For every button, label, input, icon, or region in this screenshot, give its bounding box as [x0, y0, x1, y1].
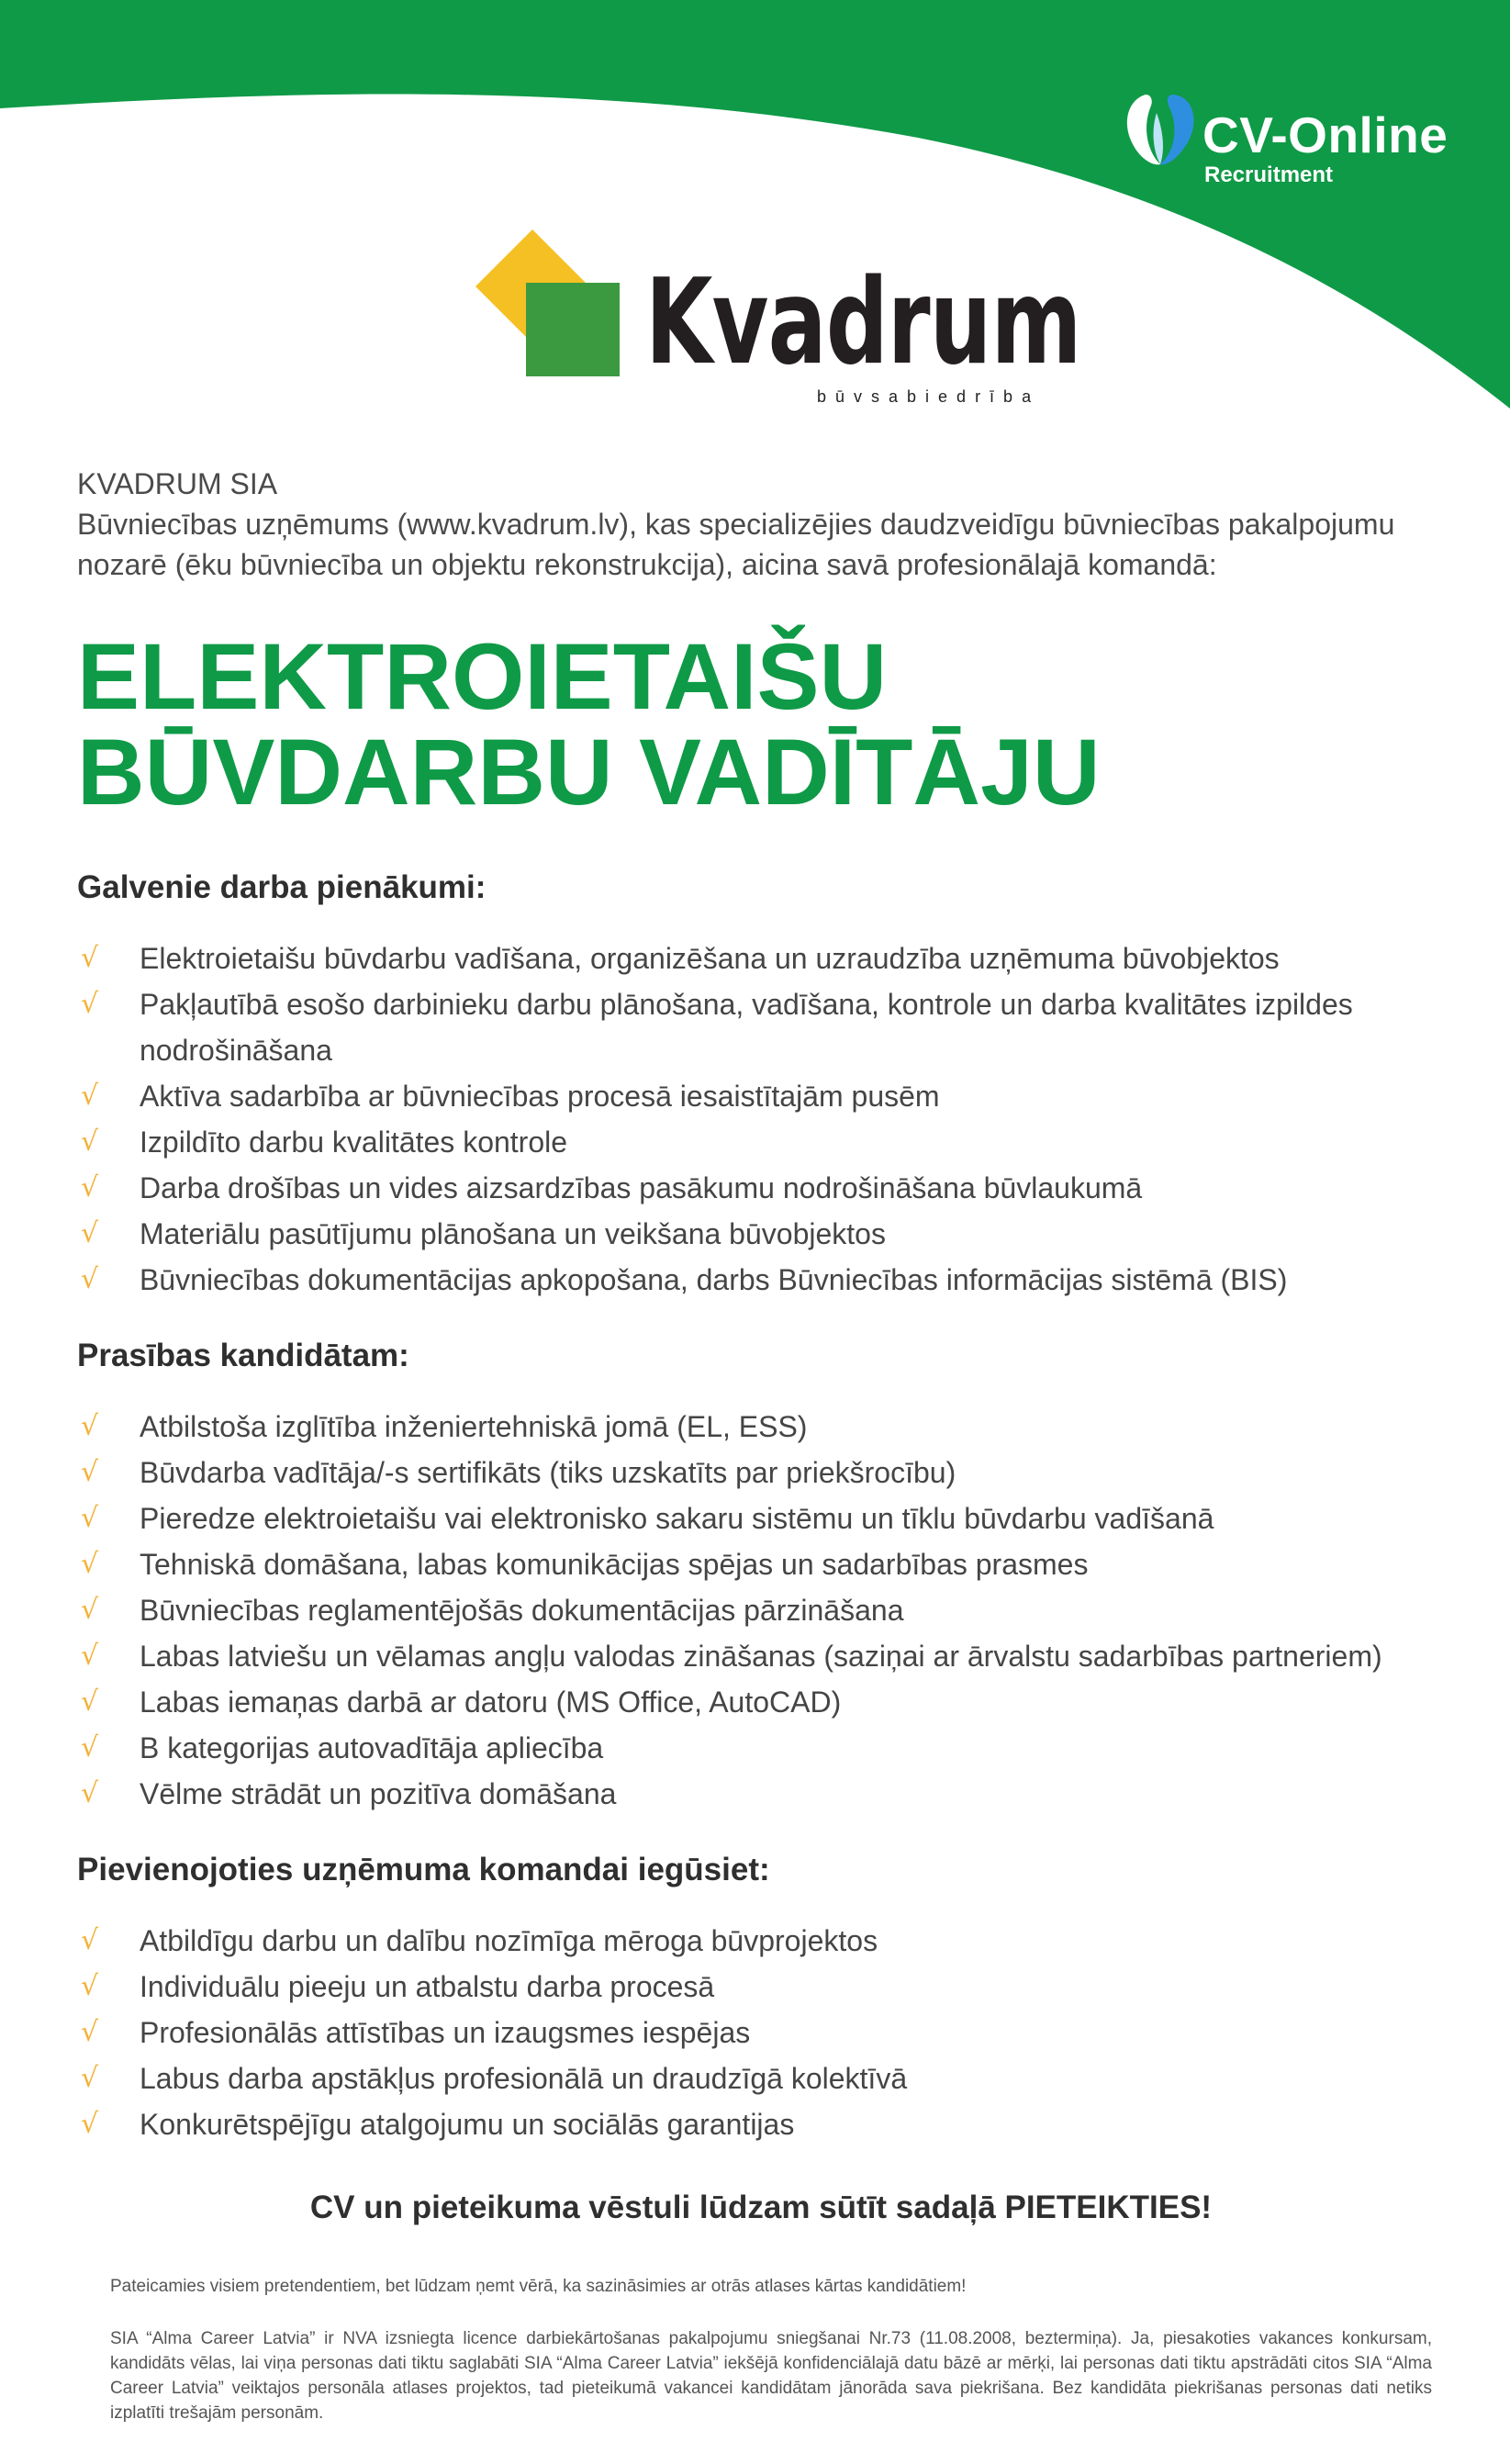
duties-title: Galvenie darba pienākumi: [77, 869, 487, 905]
list-item [77, 1119, 1436, 1165]
list-item-text: Aktīva sadarbība ar būvniecības procesā iesaistītajām pusēm [140, 1080, 940, 1113]
list-item [77, 1771, 1436, 1817]
company-intro: Būvniecības uzņēmums (www.kvadrum.lv), kas specializējies daudzveidīgu būvniecības pakalpojumu nozarē (ēku būvniecība un objektu rekonstrukcija), aicina savā profesionālajā komandā: [77, 508, 1395, 581]
list-item-text: Labas latviešu un vēlamas angļu valodas zināšanas (saziņai ar ārvalstu sadarbības partneriem) [140, 1640, 1382, 1673]
list-item [77, 1073, 1436, 1119]
list-item [77, 1633, 1436, 1679]
list-item-text: Pieredze elektroietaišu vai elektronisko sakaru sistēmu un tīklu būvdarbu vadīšanā [140, 1502, 1214, 1535]
list-item-text: Labas iemaņas darbā ar datoru (MS Office, AutoCAD) [140, 1686, 842, 1719]
list-item [77, 1541, 1436, 1587]
list-item [77, 1495, 1436, 1541]
checkmark-icon: √ [81, 942, 99, 974]
checkmark-icon: √ [81, 1777, 99, 1809]
cv-online-logo-icon [1120, 87, 1202, 170]
duties-list [77, 935, 1436, 1303]
list-item [77, 1450, 1436, 1495]
cv-online-logo [1120, 87, 1450, 197]
checkmark-icon: √ [81, 1263, 99, 1295]
list-item [77, 1404, 1436, 1450]
checkmark-icon: √ [81, 1410, 99, 1442]
cv-online-subtitle: Recruitment [1204, 162, 1334, 187]
list-item [77, 935, 1436, 981]
list-item [77, 981, 1436, 1073]
checkmark-icon: √ [81, 1640, 99, 1672]
list-item-text: Materiālu pasūtījumu plānošana un veikšana būvobjektos [140, 1217, 886, 1250]
list-item-text: Individuālu pieeju un atbalstu darba procesā [140, 1970, 715, 2003]
list-item-text: Labus darba apstākļus profesionālā un draudzīgā kolektīvā [140, 2062, 908, 2095]
kvadrum-logo [475, 230, 1081, 413]
checkmark-icon: √ [81, 1548, 99, 1580]
checkmark-icon: √ [81, 2016, 99, 2048]
benefits-list [77, 1918, 1436, 2147]
kvadrum-wordmark: Kvadrum [645, 254, 1081, 391]
checkmark-icon: √ [81, 1456, 99, 1488]
requirements-list [77, 1404, 1436, 1817]
checkmark-icon: √ [81, 2108, 99, 2140]
cv-online-name: CV-Online [1202, 106, 1448, 163]
requirements-title: Prasības kandidātam: [77, 1338, 409, 1373]
list-item-text: Būvdarba vadītāja/-s sertifikāts (tiks uzskatīts par priekšrocību) [140, 1456, 956, 1489]
list-item-text: Atbilstoša izglītība inženiertehniskā jomā (EL, ESS) [140, 1410, 808, 1443]
checkmark-icon: √ [81, 1970, 99, 2002]
list-item-text: Tehniskā domāšana, labas komunikācijas spējas un sadarbības prasmes [140, 1548, 1089, 1581]
company-name: KVADRUM SIA [77, 467, 278, 500]
checkmark-icon: √ [81, 1171, 99, 1204]
list-item-text: Darba drošības un vides aizsardzības pasākumu nodrošināšana būvlaukumā [140, 1171, 1143, 1204]
legal-notice: SIA “Alma Career Latvia” ir NVA izsniegta licence darbiekārtošanas pakalpojumu sniegšanai Nr.73 (11.08.2008, beztermiņa). Ja, piesakoties vakances konkursam, kandidāts vēlas, lai viņa personas dati tiktu saglabāti SIA “Alma Career Latvia” iekšējā konfidenciālajā datu bāzē ar mērķi, lai personas dati tiktu apstrādāti citos SIA “Alma Career Latvia” veiktajos personāla atlases projektos, tad pieteikumā vakancei kandidātam jānorāda sava piekrišana. Bez kandidāta piekrišanas personas dati netiks izplatīti trešajām personām. [110, 2329, 1432, 2423]
list-item [77, 2010, 1436, 2055]
list-item-text: Būvniecības dokumentācijas apkopošana, darbs Būvniecības informācijas sistēmā (BIS) [140, 1263, 1288, 1296]
list-item [77, 1257, 1436, 1303]
benefits-title: Pievienojoties uzņēmuma komandai iegūsiet: [77, 1852, 770, 1887]
thanks-note: Pateicamies visiem pretendentiem, bet lūdzam ņemt vērā, ka sazināsimies ar otrās atlases kārtas kandidātiem! [110, 2277, 967, 2296]
list-item [77, 2101, 1436, 2147]
list-item [77, 1918, 1436, 1964]
list-item-text: Atbildīgu darbu un dalību nozīmīga mēroga būvprojektos [140, 1924, 878, 1957]
checkmark-icon: √ [81, 1080, 99, 1112]
list-item-text: Vēlme strādāt un pozitīva domāšana [140, 1777, 617, 1810]
list-item-text: Elektroietaišu būvdarbu vadīšana, organizēšana un uzraudzība uzņēmuma būvobjektos [140, 942, 1280, 975]
checkmark-icon: √ [81, 1594, 99, 1626]
list-item-text: Izpildīto darbu kvalitātes kontrole [140, 1126, 568, 1159]
checkmark-icon: √ [81, 1217, 99, 1249]
list-item [77, 2055, 1436, 2101]
list-item [77, 1679, 1436, 1725]
list-item [77, 1587, 1436, 1633]
list-item [77, 1165, 1436, 1211]
list-item-text: Profesionālās attīstības un izaugsmes iespējas [140, 2016, 751, 2049]
list-item [77, 1211, 1436, 1257]
kvadrum-tagline: būvsabiedrība [817, 387, 1041, 406]
checkmark-icon: √ [81, 2062, 99, 2094]
list-item-text: B kategorijas autovadītāja apliecība [140, 1731, 604, 1764]
checkmark-icon: √ [81, 988, 99, 1020]
list-item-text: Pakļautībā esošo darbinieku darbu plānošana, vadīšana, kontrole un darba kvalitātes izpildes nodrošināšana [140, 988, 1353, 1067]
list-item [77, 1725, 1436, 1771]
checkmark-icon: √ [81, 1731, 99, 1764]
checkmark-icon: √ [81, 1924, 99, 1956]
list-item-text: Konkurētspējīgu atalgojumu un sociālās garantijas [140, 2108, 795, 2141]
job-title: ELEKTROIETAIŠU BŪVDARBU VADĪTĀJU [77, 624, 1101, 824]
kvadrum-green-square-icon [526, 283, 620, 376]
checkmark-icon: √ [81, 1502, 99, 1534]
job-ad-content [77, 464, 1436, 2425]
checkmark-icon: √ [81, 1126, 99, 1158]
apply-call-to-action: CV un pieteikuma vēstuli lūdzam sūtīt sadaļā PIETEIKTIES! [309, 2190, 1213, 2225]
list-item-text: Būvniecības reglamentējošās dokumentācijas pārzināšana [140, 1594, 904, 1627]
list-item [77, 1964, 1436, 2010]
checkmark-icon: √ [81, 1686, 99, 1718]
